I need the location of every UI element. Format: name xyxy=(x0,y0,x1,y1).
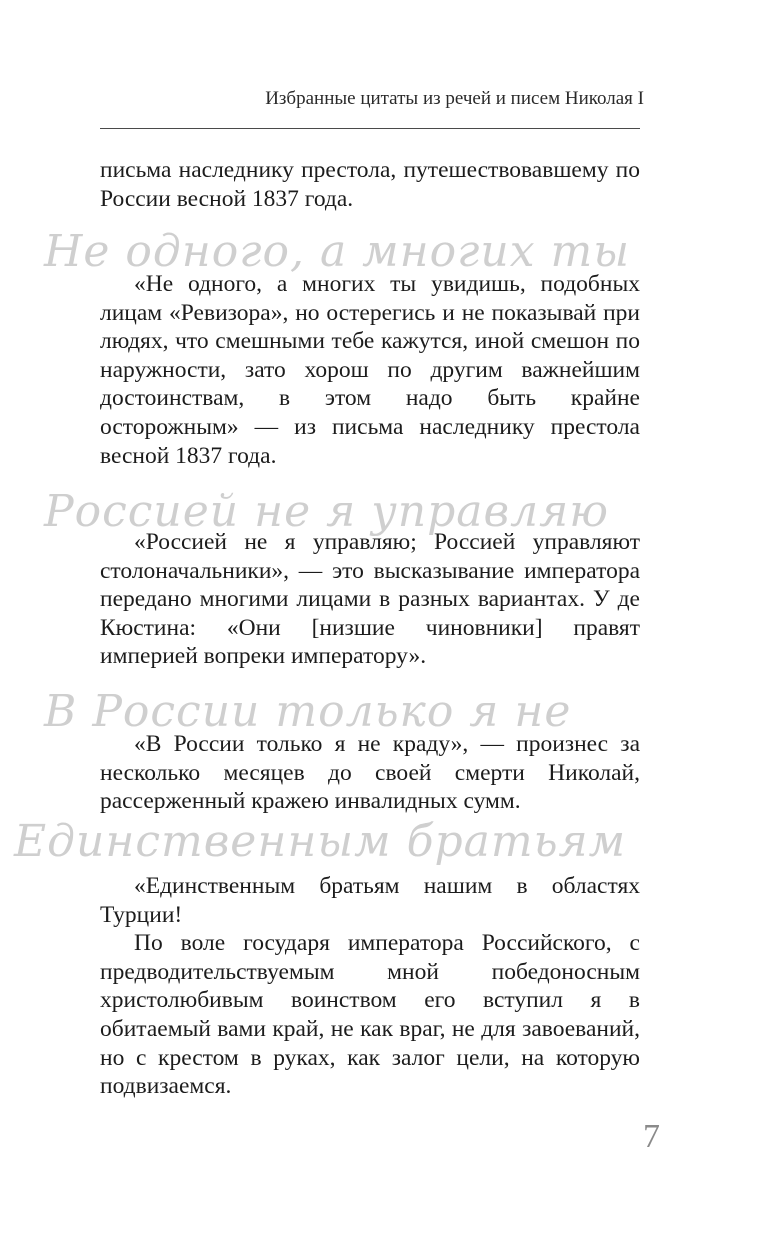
paragraph: «Единственным братьям нашим в областях Турции! xyxy=(100,873,640,928)
text-block-1 xyxy=(100,156,640,213)
paragraph: «В России только я не краду», — произнес за несколько месяцев до своей смерти Николай, рассерженный кражею инвалидных сумм. xyxy=(100,731,640,815)
paragraph: письма наследнику престола, путешествовавшему по России весной 1837 года. xyxy=(100,157,640,212)
page-number: 7 xyxy=(643,1118,660,1155)
script-header-4: Единственным братьям xyxy=(14,816,627,867)
text-block-2 xyxy=(100,270,640,470)
script-header-2: Россией не я управляю xyxy=(44,486,609,537)
text-block-4 xyxy=(100,730,640,816)
header-rule xyxy=(100,128,640,129)
paragraph: «Не одного, а многих ты увидишь, подобных лицам «Ревизора», но остерегись и не показывай при людях, что смешными тебе кажутся, иной смешон по наружности, зато хорош по другим важнейшим достоинствам, в этом надо быть крайне осторожным» — из письма наследнику престола весной 1837 года. xyxy=(100,271,640,469)
running-head: Избранные цитаты из речей и писем Николая I xyxy=(265,88,644,109)
script-header-3: В России только я не xyxy=(44,686,572,737)
paragraph: «Россией не я управляю; Россией управляют столоначальники», — это высказывание императора передано многими лицами в разных вариантах. У де Кюстина: «Они [низшие чиновники] правят империей вопреки императору». xyxy=(100,529,640,670)
script-header-1: Не одного, а многих ты xyxy=(44,226,631,277)
text-block-3 xyxy=(100,528,640,671)
paragraph: По воле государя императора Российского, с предводительствуемым мной победоносным христолюбивым воинством его вступил я в обитаемый вами край, не как враг, не для завоеваний, но с крестом в руках, как залог цели, на которую подвизаемся. xyxy=(100,930,640,1100)
text-block-5 xyxy=(100,872,640,1101)
